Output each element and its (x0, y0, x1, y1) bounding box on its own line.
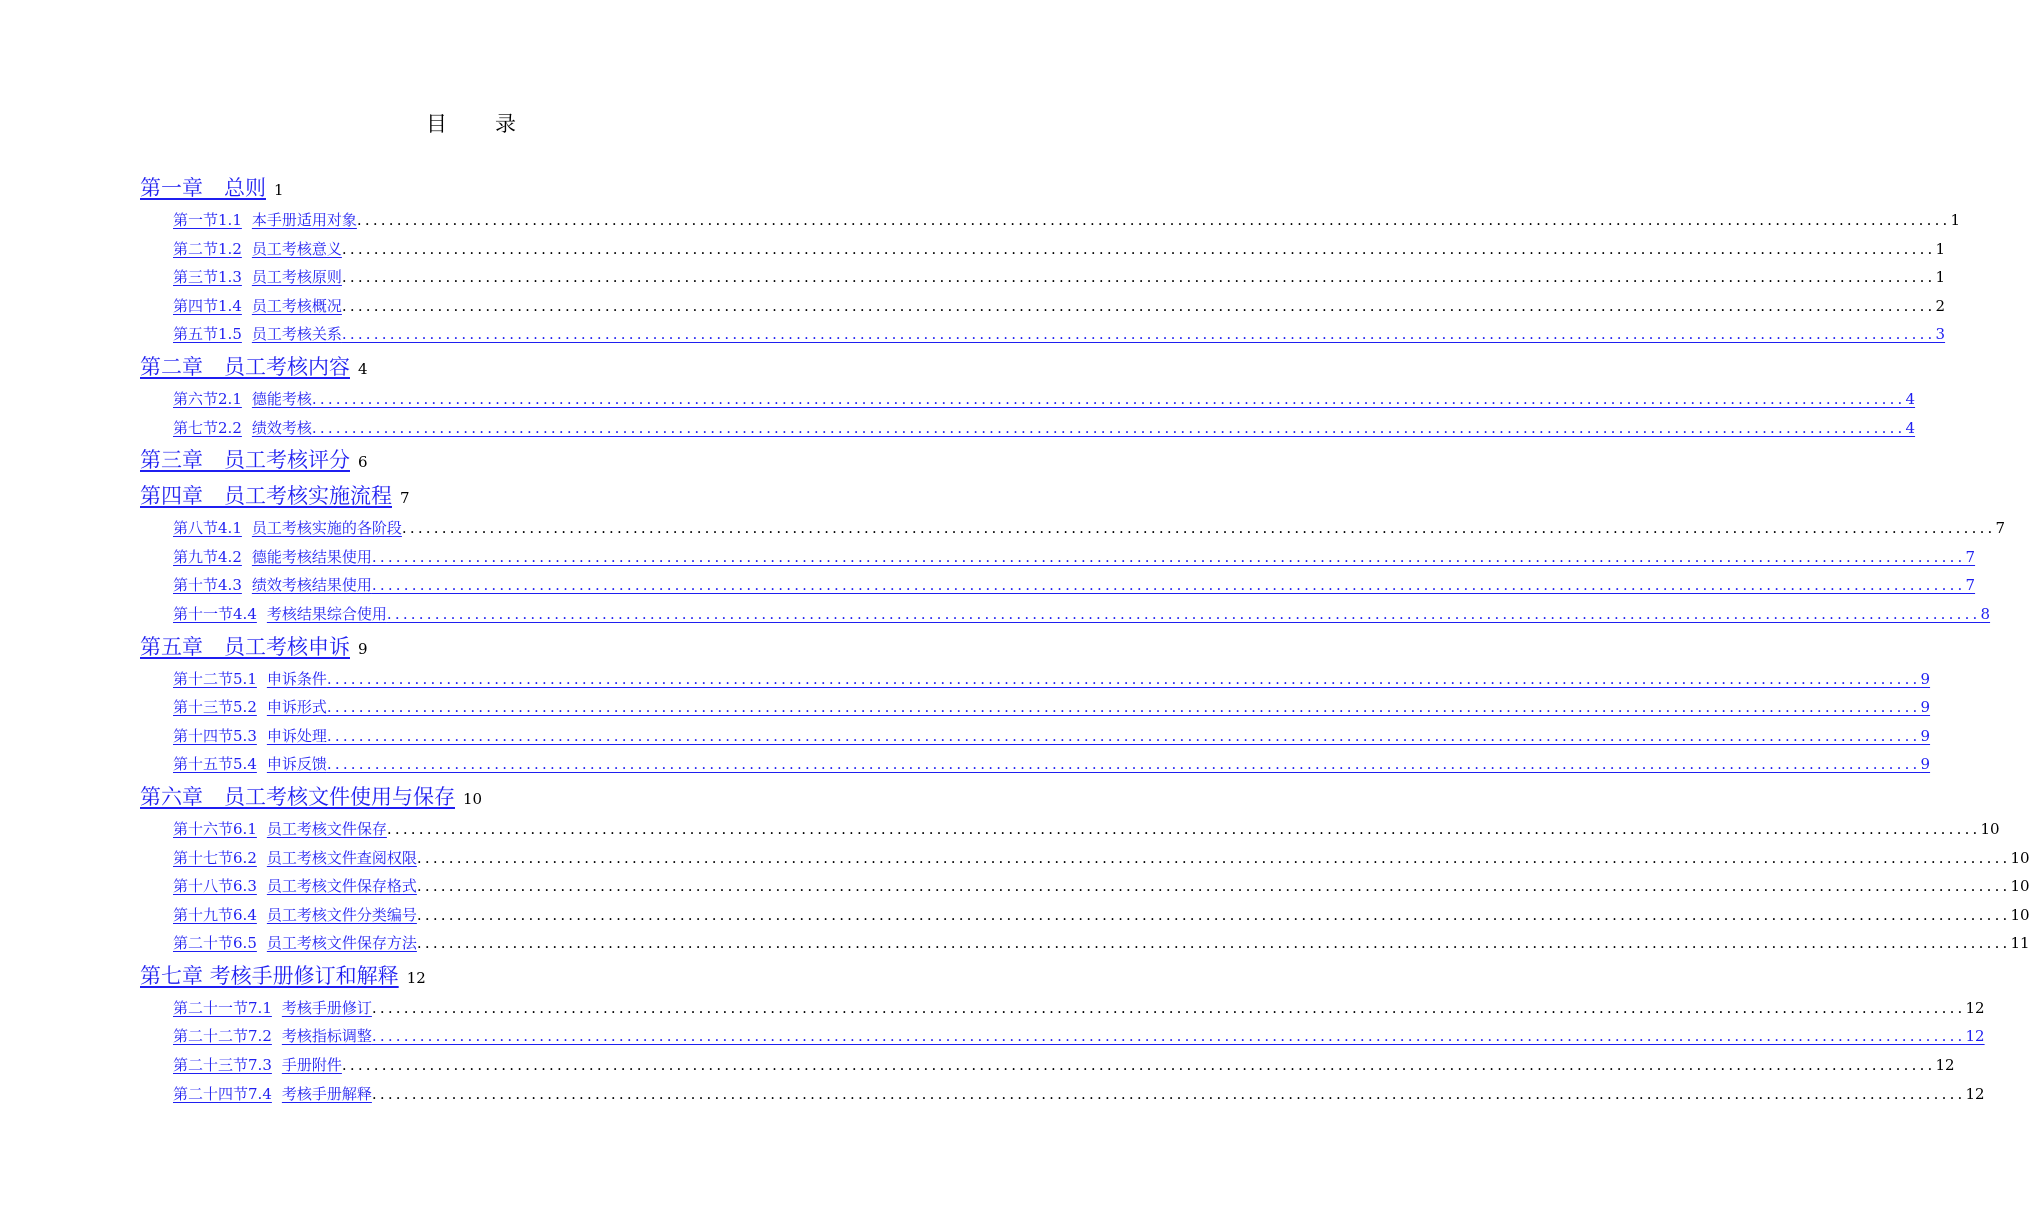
toc-chapter[interactable] (140, 958, 865, 994)
dot-leader: ........................................................................................................................................................................................................ (416, 934, 2011, 953)
section-number[interactable]: 6.5 (233, 934, 257, 953)
dot-leader: ........................................................................................................................................................................................................ (371, 998, 1966, 1017)
section-label-link[interactable]: 第二十二节 (173, 1027, 249, 1046)
section-title-link[interactable]: 员工考核关系 (251, 325, 342, 344)
dot-leader: ........................................................................................................................................................................................................ (416, 848, 2011, 867)
chapter-page-number: 1 (274, 181, 284, 199)
section-page-number: 12 (1965, 998, 1985, 1017)
chapter-page-number: 7 (400, 489, 410, 508)
section-title-link[interactable]: 申诉条件 (266, 669, 327, 688)
section-page-number: 12 (1965, 1027, 1985, 1046)
toc-section[interactable] (140, 1080, 1985, 1109)
section-title-link[interactable]: 手册附件 (281, 1056, 342, 1075)
section-title-link[interactable]: 员工考核意义 (251, 239, 342, 258)
section-title-link[interactable]: 员工考核实施的各阶段 (251, 519, 402, 538)
toc-chapter[interactable] (140, 170, 865, 206)
section-page-number: 9 (1920, 698, 1931, 717)
section-number[interactable]: 6.1 (233, 819, 257, 838)
section-number[interactable]: 5.4 (233, 755, 257, 774)
section-label-link[interactable]: 第一节 (173, 211, 219, 229)
section-number[interactable]: 6.4 (233, 905, 257, 924)
toc-chapter[interactable] (140, 629, 865, 665)
chapter-title-link[interactable]: 第六章 员工考核文件使用与保存 (140, 784, 455, 809)
section-page-number: 8 (1980, 604, 1991, 623)
section-number[interactable]: 4.1 (218, 519, 242, 538)
toc-section[interactable] (140, 750, 1931, 779)
dot-leader: ........................................................................................................................................................................................................ (326, 755, 1921, 774)
section-label-link[interactable]: 第九节 (173, 547, 219, 566)
dot-leader: ........................................................................................................................................................................................................ (371, 547, 1966, 566)
section-label-link[interactable]: 第二十一节 (173, 998, 249, 1017)
section-label-link[interactable]: 第十七节 (173, 848, 234, 867)
section-page-number: 10 (2010, 905, 2030, 924)
dot-leader: ........................................................................................................................................................................................................ (341, 296, 1936, 315)
section-number[interactable]: 1.2 (218, 239, 242, 258)
section-label-link[interactable]: 第二节 (173, 239, 219, 258)
section-label-link[interactable]: 第十二节 (173, 669, 234, 688)
section-title-link[interactable]: 员工考核概况 (251, 296, 342, 315)
toc-section[interactable] (140, 722, 1931, 751)
chapter-page-number: 10 (463, 789, 483, 808)
toc-section[interactable] (140, 1022, 1985, 1051)
chapter-page-number: 4 (358, 359, 368, 378)
section-title-link[interactable]: 员工考核文件保存格式 (266, 877, 417, 896)
dot-leader: ........................................................................................................................................................................................................ (326, 726, 1921, 745)
section-label-link[interactable]: 第十五节 (173, 755, 234, 774)
dot-leader: ........................................................................................................................................................................................................ (341, 1056, 1936, 1075)
section-number[interactable]: 5.2 (233, 698, 257, 717)
section-number[interactable]: 1.3 (218, 268, 242, 287)
chapter-page-number: 6 (358, 453, 368, 472)
section-number[interactable]: 5.1 (233, 669, 257, 688)
section-label-link[interactable]: 第七节 (173, 418, 219, 437)
section-page-number: 7 (1965, 576, 1976, 595)
section-title-link[interactable]: 德能考核结果使用 (251, 547, 372, 566)
section-page-number: 9 (1920, 726, 1931, 745)
dot-leader: ........................................................................................................................................................................................................ (371, 576, 1966, 595)
section-page-number: 1 (1935, 239, 1946, 258)
dot-leader: ........................................................................................................................................................................................................ (371, 1027, 1966, 1046)
section-page-number: 12 (1935, 1056, 1955, 1075)
section-page-number: 7 (1995, 519, 2006, 538)
chapter-title-link[interactable]: 第二章 员工考核内容 (140, 354, 350, 379)
toc-heading: 目录 (426, 112, 564, 136)
section-number[interactable]: 6.2 (233, 848, 257, 867)
section-title-link[interactable]: 员工考核原则 (251, 268, 342, 287)
section-title-link[interactable]: 员工考核文件分类编号 (266, 905, 417, 924)
section-number[interactable]: 4.4 (233, 604, 257, 623)
section-page-number: 7 (1965, 547, 1976, 566)
dot-leader: ........................................................................................................................................................................................................ (311, 418, 1906, 437)
section-label-link[interactable]: 第二十节 (173, 934, 234, 953)
section-title-link[interactable]: 考核手册修订 (281, 998, 372, 1017)
section-page-number: 4 (1905, 389, 1916, 408)
section-page-number: 12 (1965, 1084, 1985, 1103)
section-page-number: 1 (1935, 268, 1946, 287)
section-label-link[interactable]: 第二十四节 (173, 1084, 249, 1103)
section-page-number: 1 (1950, 211, 1961, 229)
section-number[interactable]: 7.4 (248, 1084, 272, 1103)
section-page-number: 11 (2010, 934, 2030, 953)
section-number[interactable]: 1.1 (218, 211, 242, 229)
chapter-page-number: 12 (406, 968, 426, 987)
section-title-link[interactable]: 考核手册解释 (281, 1084, 372, 1103)
toc-section[interactable] (140, 571, 1976, 600)
dot-leader: ........................................................................................................................................................................................................ (341, 239, 1936, 258)
toc-chapter[interactable] (140, 478, 865, 514)
toc-section[interactable] (140, 543, 1976, 572)
dot-leader: ........................................................................................................................................................................................................ (311, 389, 1906, 408)
chapter-title-link[interactable]: 第四章 员工考核实施流程 (140, 484, 392, 509)
section-number[interactable]: 1.4 (218, 296, 242, 315)
section-label-link[interactable]: 第三节 (173, 268, 219, 287)
dot-leader: ........................................................................................................................................................................................................ (416, 877, 2011, 896)
section-page-number: 2 (1935, 296, 1946, 315)
toc-section[interactable] (140, 292, 1946, 321)
section-number[interactable]: 4.2 (218, 547, 242, 566)
dot-leader: ........................................................................................................................................................................................................ (401, 519, 1996, 538)
section-title-link[interactable]: 绩效考核 (251, 418, 312, 437)
dot-leader: ........................................................................................................................................................................................................ (341, 325, 1936, 344)
section-page-number: 3 (1935, 325, 1946, 344)
toc-section[interactable] (140, 815, 2000, 844)
toc-list (140, 170, 2030, 1108)
section-title-link[interactable]: 员工考核文件查阅权限 (266, 848, 417, 867)
section-label-link[interactable]: 第十六节 (173, 819, 234, 838)
section-label-link[interactable]: 第十八节 (173, 877, 234, 896)
section-label-link[interactable]: 第六节 (173, 389, 219, 408)
toc-section[interactable] (140, 514, 2006, 543)
section-title-link[interactable]: 员工考核文件保存 (266, 819, 387, 838)
chapter-title-link[interactable]: 第五章 员工考核申诉 (140, 634, 350, 659)
section-title-link[interactable]: 本手册适用对象 (251, 211, 357, 229)
dot-leader: ........................................................................................................................................................................................................ (326, 698, 1921, 717)
chapter-title-link[interactable]: 第三章 员工考核评分 (140, 448, 350, 473)
toc-section[interactable] (140, 206, 1961, 235)
toc-section[interactable] (140, 263, 1946, 292)
toc-section[interactable] (140, 1051, 1955, 1080)
section-page-number: 10 (1980, 819, 2000, 838)
section-title-link[interactable]: 绩效考核结果使用 (251, 576, 372, 595)
section-label-link[interactable]: 第四节 (173, 296, 219, 315)
section-number[interactable]: 7.1 (248, 998, 272, 1017)
section-label-link[interactable]: 第十节 (173, 576, 219, 595)
chapter-title-link[interactable]: 第一章 总则 (140, 176, 266, 200)
section-number[interactable]: 5.3 (233, 726, 257, 745)
toc-section[interactable] (140, 872, 2030, 901)
section-number[interactable]: 2.2 (218, 418, 242, 437)
chapter-title-link[interactable]: 第七章 考核手册修订和解释 (140, 963, 399, 988)
section-number[interactable]: 2.1 (218, 389, 242, 408)
toc-section[interactable] (140, 235, 1946, 264)
dot-leader: ........................................................................................................................................................................................................ (416, 905, 2011, 924)
toc-section[interactable] (140, 901, 2030, 930)
toc-section[interactable] (140, 693, 1931, 722)
section-label-link[interactable]: 第五节 (173, 325, 219, 344)
chapter-page-number: 9 (358, 639, 368, 658)
toc-section[interactable] (140, 320, 1946, 349)
section-number[interactable]: 7.2 (248, 1027, 272, 1046)
dot-leader: ........................................................................................................................................................................................................ (371, 1084, 1966, 1103)
section-title-link[interactable]: 申诉反馈 (266, 755, 327, 774)
section-title-link[interactable]: 考核结果综合使用 (266, 604, 387, 623)
section-label-link[interactable]: 第十一节 (173, 604, 234, 623)
section-number[interactable]: 4.3 (218, 576, 242, 595)
toc-section[interactable] (140, 385, 1916, 414)
dot-leader: ........................................................................................................................................................................................................ (326, 669, 1921, 688)
section-label-link[interactable]: 第十九节 (173, 905, 234, 924)
section-title-link[interactable]: 考核指标调整 (281, 1027, 372, 1046)
section-page-number: 9 (1920, 755, 1931, 774)
section-number[interactable]: 7.3 (248, 1056, 272, 1075)
section-label-link[interactable]: 第二十三节 (173, 1056, 249, 1075)
section-number[interactable]: 1.5 (218, 325, 242, 344)
section-label-link[interactable]: 第八节 (173, 519, 219, 538)
section-page-number: 9 (1920, 669, 1931, 688)
dot-leader: ........................................................................................................................................................................................................ (356, 211, 1951, 229)
toc-chapter[interactable] (140, 442, 865, 478)
section-title-link[interactable]: 员工考核文件保存方法 (266, 934, 417, 953)
dot-leader: ........................................................................................................................................................................................................ (386, 604, 1981, 623)
section-title-link[interactable]: 申诉处理 (266, 726, 327, 745)
section-page-number: 10 (2010, 848, 2030, 867)
section-label-link[interactable]: 第十三节 (173, 698, 234, 717)
section-title-link[interactable]: 申诉形式 (266, 698, 327, 717)
section-number[interactable]: 6.3 (233, 877, 257, 896)
section-label-link[interactable]: 第十四节 (173, 726, 234, 745)
toc-section[interactable] (140, 600, 1991, 629)
toc-section[interactable] (140, 844, 2030, 873)
section-page-number: 10 (2010, 877, 2030, 896)
section-page-number: 4 (1905, 418, 1916, 437)
toc-chapter[interactable] (140, 779, 865, 815)
section-title-link[interactable]: 德能考核 (251, 389, 312, 408)
toc-section[interactable] (140, 665, 1931, 694)
dot-leader: ........................................................................................................................................................................................................ (386, 819, 1981, 838)
toc-chapter[interactable] (140, 349, 865, 385)
toc-section[interactable] (140, 414, 1916, 443)
toc-section[interactable] (140, 994, 1985, 1023)
dot-leader: ........................................................................................................................................................................................................ (341, 268, 1936, 287)
toc-section[interactable] (140, 929, 2030, 958)
